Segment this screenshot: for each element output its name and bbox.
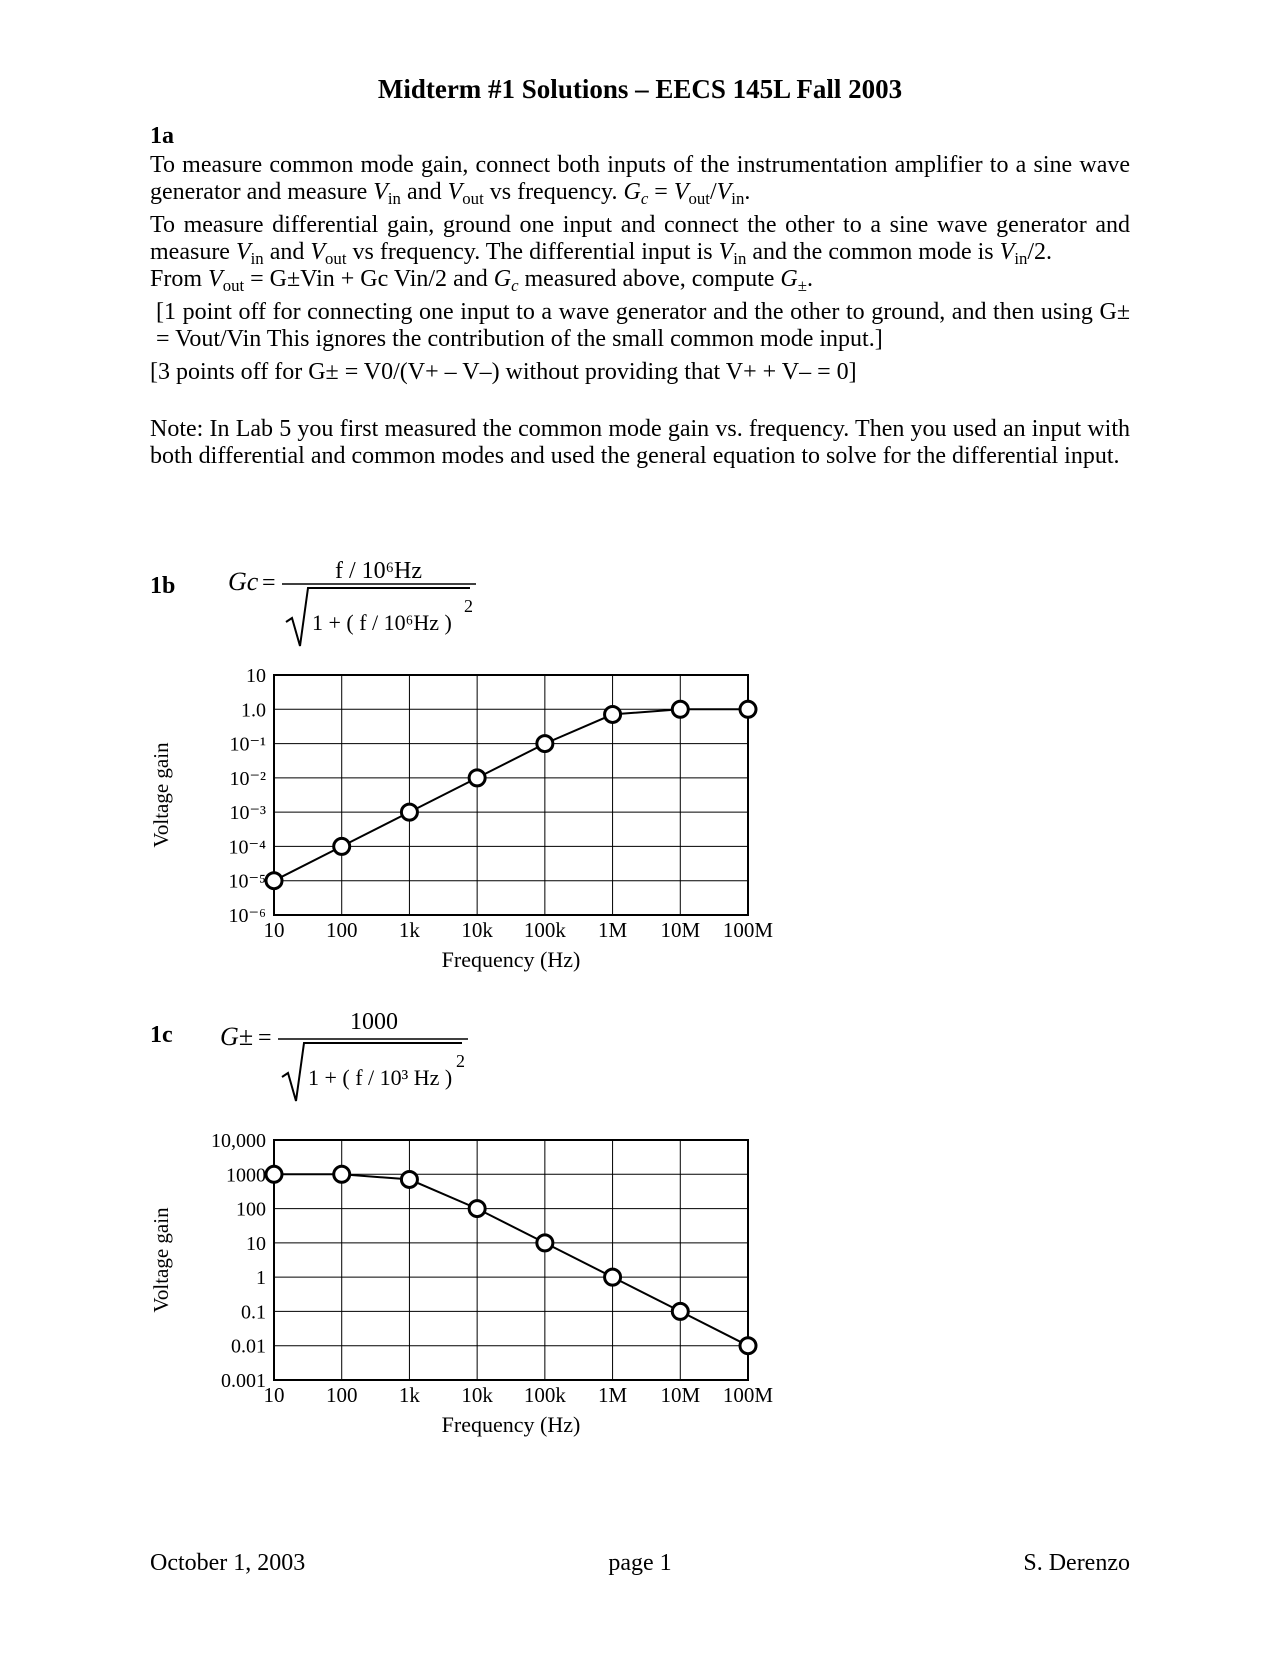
section-1a-body (150, 152, 1130, 476)
y-axis-label: Voltage gain (149, 742, 173, 848)
section-label-1b: 1b (150, 573, 176, 599)
data-point (266, 873, 282, 889)
subscript: out (688, 189, 710, 208)
eq-lhs: G± (220, 1022, 254, 1051)
text-segment: To measure common mode gain, connect both inputs of the instrumentation amplifier to a sine wave generator and measure (150, 152, 1130, 205)
x-tick-label: 10M (660, 1383, 701, 1407)
x-axis-label: Frequency (Hz) (441, 1412, 581, 1437)
text-segment: and (400, 179, 448, 205)
x-axis-label: Frequency (Hz) (441, 947, 581, 972)
x-tick-label: 10M (660, 918, 701, 942)
paragraph-deduction-1: [1 point off for connecting one input to a wave generator and the other to ground, and then using G± = Vout/Vin This ignores the contribution of the small common mode input.] (156, 299, 1130, 352)
text-segment: and the common mode is (746, 239, 1000, 265)
y-tick-label: 1 (256, 1267, 266, 1290)
data-point (672, 1303, 688, 1319)
eq-equals: = (258, 1025, 272, 1051)
text-segment: measured above, compute (518, 266, 781, 292)
eq-denominator: 1 + ( f / 10⁶Hz ) (312, 610, 452, 635)
x-tick-label: 100M (722, 1383, 774, 1407)
paragraph-common-mode (150, 152, 1130, 206)
text-segment: . (806, 266, 813, 292)
text-segment: vs frequency. The differential input is (346, 239, 719, 265)
subscript: in (731, 189, 745, 208)
y-tick-label: 10⁻² (229, 767, 266, 790)
section-label-1a: 1a (150, 123, 174, 149)
text-segment: /2. (1027, 239, 1053, 265)
y-tick-label: 0.001 (221, 1370, 266, 1392)
text-segment: To measure differential gain, ground one input and connect the other to a sine wave generator and measure (150, 212, 1130, 265)
eq-denominator: 1 + ( f / 10³ Hz ) (308, 1065, 453, 1090)
formula: = G±Vin + Gc Vin/2 (244, 266, 448, 292)
x-tick-label: 1k (398, 918, 420, 942)
equation-gpm (212, 1005, 472, 1105)
subscript: c (640, 189, 649, 208)
y-tick-label: 10⁻¹ (229, 733, 266, 756)
x-tick-label: 100k (523, 1383, 566, 1407)
page-title: Midterm #1 Solutions – EECS 145L Fall 2003 (377, 74, 903, 104)
paragraph-note: Note: In Lab 5 you first measured the common mode gain vs. frequency. Then you used an input with both differential and common modes and used the general equation to solve for the differential input. (150, 416, 1130, 469)
x-tick-label: 10k (461, 918, 493, 942)
x-tick-label: 1M (597, 918, 628, 942)
y-tick-label: 1.0 (241, 699, 266, 722)
y-tick-label: 1000 (226, 1164, 266, 1187)
data-point (266, 1166, 282, 1182)
y-tick-label: 10⁻³ (229, 802, 266, 825)
data-point (605, 1269, 621, 1285)
subscript: out (462, 189, 484, 208)
x-tick-label: 1M (597, 1383, 628, 1407)
subscript: in (387, 189, 401, 208)
data-point (672, 701, 688, 717)
y-tick-label: 100 (236, 1198, 266, 1221)
data-point (334, 838, 350, 854)
text-segment: From (150, 266, 209, 292)
footer-page-number: page 1 (608, 1550, 672, 1576)
data-point (537, 736, 553, 752)
x-tick-label: 100M (722, 918, 774, 942)
y-tick-label: 10⁻⁵ (228, 870, 266, 893)
x-tick-label: 100 (325, 918, 358, 942)
data-point (334, 1166, 350, 1182)
var-v: V (716, 179, 732, 205)
data-point (740, 1338, 756, 1354)
data-point (605, 706, 621, 722)
eq-exponent: 2 (456, 1051, 465, 1071)
text-segment: vs frequency. (483, 179, 624, 205)
eq-numerator: f / 10⁶Hz (335, 558, 423, 584)
y-tick-label: 0.1 (241, 1301, 266, 1324)
var-v: V (373, 179, 388, 205)
section-label-1c: 1c (150, 1022, 173, 1048)
footer-author: S. Derenzo (1023, 1550, 1130, 1576)
var-v: V (447, 179, 463, 205)
y-tick-label: 10 (246, 1232, 266, 1255)
y-tick-label: 0.01 (231, 1335, 266, 1358)
text-segment: = (648, 179, 674, 205)
paragraph-deduction-3: [3 points off for G± = V0/(V+ – V–) without providing that V+ + V– = 0] (150, 359, 857, 385)
x-tick-label: 100k (523, 918, 566, 942)
x-tick-label: 1k (398, 1383, 420, 1407)
eq-numerator: 1000 (350, 1009, 398, 1035)
text-segment: and (447, 266, 494, 292)
data-point (537, 1235, 553, 1251)
data-point (401, 804, 417, 820)
eq-equals: = (262, 570, 276, 596)
chart-common-mode-gain (140, 655, 800, 975)
x-tick-label: 10k (461, 1383, 493, 1407)
chart-differential-gain (140, 1120, 800, 1440)
var-v: V (673, 179, 689, 205)
text-segment: and (263, 239, 311, 265)
x-tick-label: 100 (325, 1383, 358, 1407)
y-tick-label: 10⁻⁶ (228, 905, 266, 927)
y-tick-label: 10 (246, 665, 266, 687)
equation-gc (220, 550, 480, 650)
text-segment: / (709, 179, 717, 205)
y-tick-label: 10⁻⁴ (228, 836, 266, 859)
x-tick-label: 10 (263, 1383, 285, 1407)
x-tick-label: 10 (263, 918, 285, 942)
y-tick-label: 10,000 (211, 1130, 266, 1152)
y-axis-label: Voltage gain (149, 1207, 173, 1313)
paragraph-differential: To measure differential gain, ground one input and connect the other to a sine wave generator and measure $V_{in}$ and $V_{out}$ vs frequency. The differential input is $V_{in}$ and the common mode is $V_{in}/2$. From $V_{out} = G\pm Vin + Gc$ Vin/2 and $G_c$ measured above, compute $G_\pm$. (150, 212, 1130, 295)
data-point (469, 1201, 485, 1217)
footer-date: October 1, 2003 (150, 1550, 306, 1576)
data-point (469, 770, 485, 786)
data-point (401, 1171, 417, 1187)
eq-lhs: Gc (228, 567, 259, 596)
text-segment: . (744, 179, 751, 205)
data-point (740, 701, 756, 717)
eq-exponent: 2 (464, 596, 473, 616)
var-g: G (623, 179, 641, 205)
